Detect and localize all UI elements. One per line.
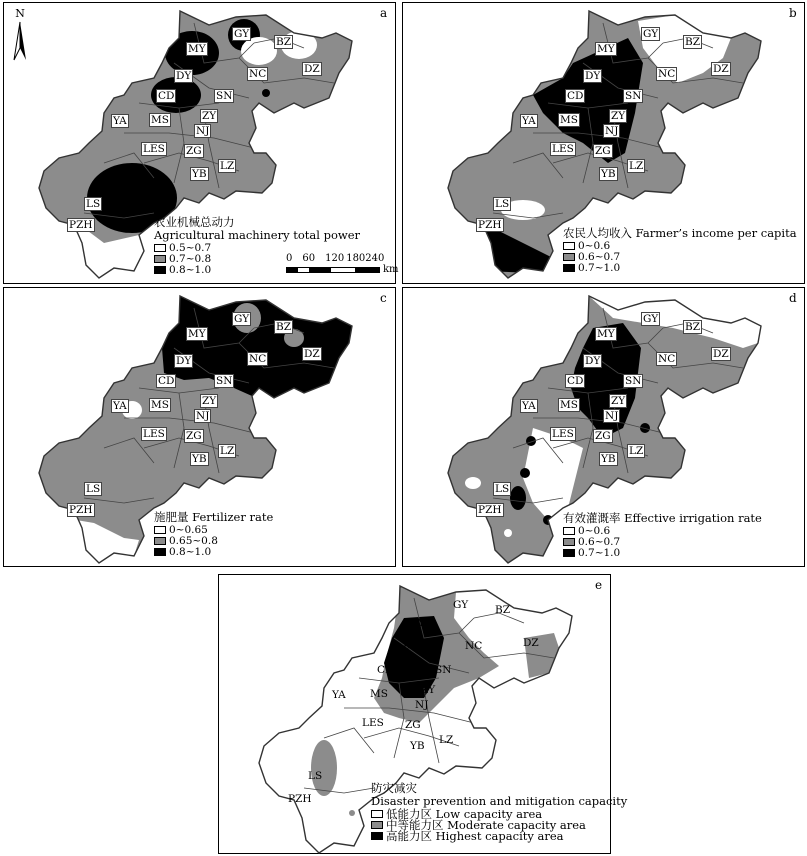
city-label-nj: NJ: [196, 410, 210, 422]
city-label-nj: NJ: [415, 699, 429, 711]
legend-row: [563, 536, 762, 547]
legend-swatch: [563, 264, 575, 272]
city-label-ya: YA: [332, 689, 346, 701]
city-label-zg: ZG: [186, 430, 202, 442]
map-panel-c: [3, 287, 396, 567]
city-label-zg: ZG: [595, 430, 611, 442]
legend-title-en: Agricultural machinery total power: [154, 228, 361, 242]
zone-high: [262, 89, 270, 97]
city-label-les: LES: [143, 428, 165, 440]
legend-title: [154, 511, 273, 524]
city-label-ms: MS: [151, 114, 169, 126]
legend-swatch: [563, 253, 575, 261]
legend-title-en: Farmer’s income per capita: [635, 226, 797, 240]
city-label-ya: YA: [113, 115, 127, 127]
legend-title-cn: 有效灌溉率: [563, 511, 621, 525]
legend-title: [563, 227, 797, 240]
city-label-lz: LZ: [439, 734, 454, 746]
legend-row: [563, 262, 797, 273]
north-label: N: [15, 7, 25, 20]
city-label-les: LES: [362, 717, 384, 729]
legend-swatch: [154, 244, 166, 252]
map-panel-d: [402, 287, 805, 567]
scale-tick: 60: [302, 253, 316, 264]
panel-label: b: [789, 6, 797, 20]
city-label-lz: LZ: [220, 445, 235, 457]
legend-swatch: [154, 526, 166, 534]
zone-mid: [349, 810, 355, 816]
city-label-pzh: PZH: [478, 219, 502, 231]
city-label-lz: LZ: [220, 160, 235, 172]
city-label-sn: SN: [625, 375, 642, 387]
zone-high: [510, 486, 526, 510]
city-label-cd: CD: [377, 664, 394, 676]
zone-mid: [643, 438, 685, 478]
city-label-dy: DY: [395, 644, 411, 656]
north-arrow-icon: [12, 20, 28, 62]
zone-mid: [311, 740, 337, 796]
panel-label: d: [789, 291, 797, 305]
city-label-dy: DY: [176, 355, 192, 367]
city-label-ls: LS: [86, 483, 101, 495]
city-label-ls: LS: [495, 483, 510, 495]
legend-label: 高能力区 Highest capacity area: [386, 828, 564, 843]
city-label-yb: YB: [192, 168, 207, 180]
legend-title-en: Disaster prevention and mitigation capacity: [371, 794, 628, 808]
zone-low: [708, 395, 718, 405]
city-label-my: MY: [188, 43, 206, 55]
city-label-yb: YB: [192, 453, 207, 465]
city-label-dy: DY: [585, 70, 601, 82]
city-label-pzh: PZH: [478, 504, 502, 516]
city-label-pzh: PZH: [69, 219, 93, 231]
city-label-cd: CD: [567, 90, 584, 102]
legend-label: 低能力区 Low capacity area: [386, 806, 543, 821]
legend-row: [563, 525, 762, 536]
legend-title: [563, 512, 762, 525]
city-label-my: MY: [188, 328, 206, 340]
legend-title-cn: 农业机械总动力: [154, 215, 235, 229]
city-label-nc: NC: [465, 640, 483, 652]
panel-label: c: [380, 291, 387, 305]
legend-label: 0.7~1.0: [578, 546, 621, 559]
city-label-lz: LZ: [629, 445, 644, 457]
city-label-dz: DZ: [304, 348, 320, 360]
map-panel-a: [3, 2, 399, 284]
city-label-gy: GY: [643, 313, 659, 325]
city-label-dy: DY: [585, 355, 601, 367]
city-label-sn: SN: [625, 90, 642, 102]
scale-tick: 180: [346, 253, 366, 264]
legend-label: 0.7~1.0: [578, 261, 621, 274]
city-label-bz: BZ: [276, 36, 292, 48]
city-label-gy: GY: [643, 28, 659, 40]
city-label-yb: YB: [601, 453, 616, 465]
city-label-cd: CD: [158, 90, 175, 102]
city-label-ya: YA: [113, 400, 127, 412]
city-label-lz: LZ: [629, 160, 644, 172]
legend-label: 0.8~1.0: [169, 545, 212, 558]
city-label-my: MY: [597, 328, 615, 340]
city-label-nc: NC: [249, 353, 267, 365]
city-label-gy: GY: [453, 599, 469, 611]
city-label-zy: ZY: [202, 110, 217, 122]
legend-swatch: [563, 527, 575, 535]
city-label-nj: NJ: [196, 125, 210, 137]
city-label-ms: MS: [151, 399, 169, 411]
city-label-bz: BZ: [685, 321, 701, 333]
legend-label: 0.5~0.7: [169, 241, 212, 254]
city-label-zy: ZY: [611, 395, 626, 407]
scale-unit: km: [383, 264, 399, 275]
legend-row: [154, 535, 273, 546]
city-label-nc: NC: [658, 353, 676, 365]
city-label-sn: SN: [216, 375, 233, 387]
scale-tick: 0: [286, 253, 293, 264]
legend-d: [563, 512, 762, 558]
city-label-ya: YA: [522, 400, 536, 412]
legend-e: [371, 782, 627, 841]
city-label-ls: LS: [495, 198, 510, 210]
city-label-nc: NC: [249, 68, 267, 80]
city-label-zy: ZY: [421, 684, 436, 696]
city-label-pzh: PZH: [69, 504, 93, 516]
city-label-les: LES: [143, 143, 165, 155]
scale-bar: [286, 253, 399, 275]
city-label-ls: LS: [308, 770, 323, 782]
legend-row: [154, 524, 273, 535]
legend-swatch: [371, 821, 383, 829]
panel-label: e: [595, 578, 603, 592]
city-label-dz: DZ: [713, 348, 729, 360]
city-label-dy: DY: [176, 70, 192, 82]
legend-label: 0.7~0.8: [169, 252, 212, 265]
city-label-ms: MS: [560, 114, 578, 126]
legend-label: 0~0.6: [578, 524, 611, 537]
legend-swatch: [154, 537, 166, 545]
city-label-zg: ZG: [186, 145, 202, 157]
legend-label: 0~0.65: [169, 523, 208, 536]
legend-swatch: [154, 266, 166, 274]
legend-swatch: [563, 549, 575, 557]
legend-row: [154, 242, 360, 253]
city-label-my: MY: [597, 43, 615, 55]
legend-swatch: [563, 242, 575, 250]
city-label-bz: BZ: [495, 604, 511, 616]
city-label-cd: CD: [567, 375, 584, 387]
legend-label: 中等能力区 Moderate capacity area: [386, 817, 586, 832]
scale-tick: 240: [365, 253, 385, 264]
city-label-ms: MS: [560, 399, 578, 411]
legend-c: [154, 511, 273, 557]
legend-title-en: Effective irrigation rate: [624, 511, 762, 525]
city-label-dz: DZ: [304, 63, 320, 75]
city-label-nj: NJ: [605, 410, 619, 422]
city-label-zy: ZY: [611, 110, 626, 122]
city-label-gy: GY: [234, 28, 250, 40]
legend-label: 0~0.6: [578, 239, 611, 252]
legend-title-cn: 施肥量: [154, 510, 189, 524]
city-label-ya: YA: [522, 115, 536, 127]
city-label-nc: NC: [658, 68, 676, 80]
city-label-bz: BZ: [276, 321, 292, 333]
city-label-gy: GY: [234, 313, 250, 325]
map-panel-b: [402, 2, 805, 284]
city-label-les: LES: [552, 428, 574, 440]
legend-label: 0.6~0.7: [578, 535, 621, 548]
city-label-zg: ZG: [405, 719, 421, 731]
city-label-dz: DZ: [523, 637, 539, 649]
city-label-sn: SN: [435, 664, 452, 676]
legend-swatch: [154, 548, 166, 556]
city-label-dz: DZ: [713, 63, 729, 75]
legend-title-cn: 农民人均收入: [563, 226, 632, 240]
city-label-yb: YB: [410, 740, 425, 752]
legend-label: 0.65~0.8: [169, 534, 218, 547]
north-arrow: [12, 7, 28, 66]
panel-label: a: [380, 6, 388, 20]
legend-title-en: Fertilizer rate: [192, 510, 274, 524]
legend-swatch: [563, 538, 575, 546]
city-label-les: LES: [552, 143, 574, 155]
map-panel-e: [218, 574, 628, 854]
scale-tick: 120: [325, 253, 345, 264]
zone-low: [504, 529, 512, 537]
city-label-pzh: PZH: [288, 793, 312, 805]
city-label-yb: YB: [601, 168, 616, 180]
city-label-zy: ZY: [202, 395, 217, 407]
legend-row: [154, 546, 273, 557]
city-label-nj: NJ: [605, 125, 619, 137]
city-label-zg: ZG: [595, 145, 611, 157]
city-label-ls: LS: [86, 198, 101, 210]
legend-row: [563, 240, 797, 251]
zone-low: [465, 477, 481, 489]
legend-label: 0.8~1.0: [169, 263, 212, 276]
legend-swatch: [371, 832, 383, 840]
legend-row: [563, 547, 762, 558]
legend-row: [371, 830, 627, 841]
legend-row: [563, 251, 797, 262]
legend-label: 0.6~0.7: [578, 250, 621, 263]
city-label-my: MY: [407, 617, 425, 629]
legend-swatch: [371, 810, 383, 818]
city-label-sn: SN: [216, 90, 233, 102]
zone-high: [520, 468, 530, 478]
legend-title-cn: 防灾减灾: [371, 781, 417, 795]
city-label-ms: MS: [370, 688, 388, 700]
city-label-bz: BZ: [685, 36, 701, 48]
city-label-cd: CD: [158, 375, 175, 387]
legend-swatch: [154, 255, 166, 263]
legend-b: [563, 227, 797, 273]
